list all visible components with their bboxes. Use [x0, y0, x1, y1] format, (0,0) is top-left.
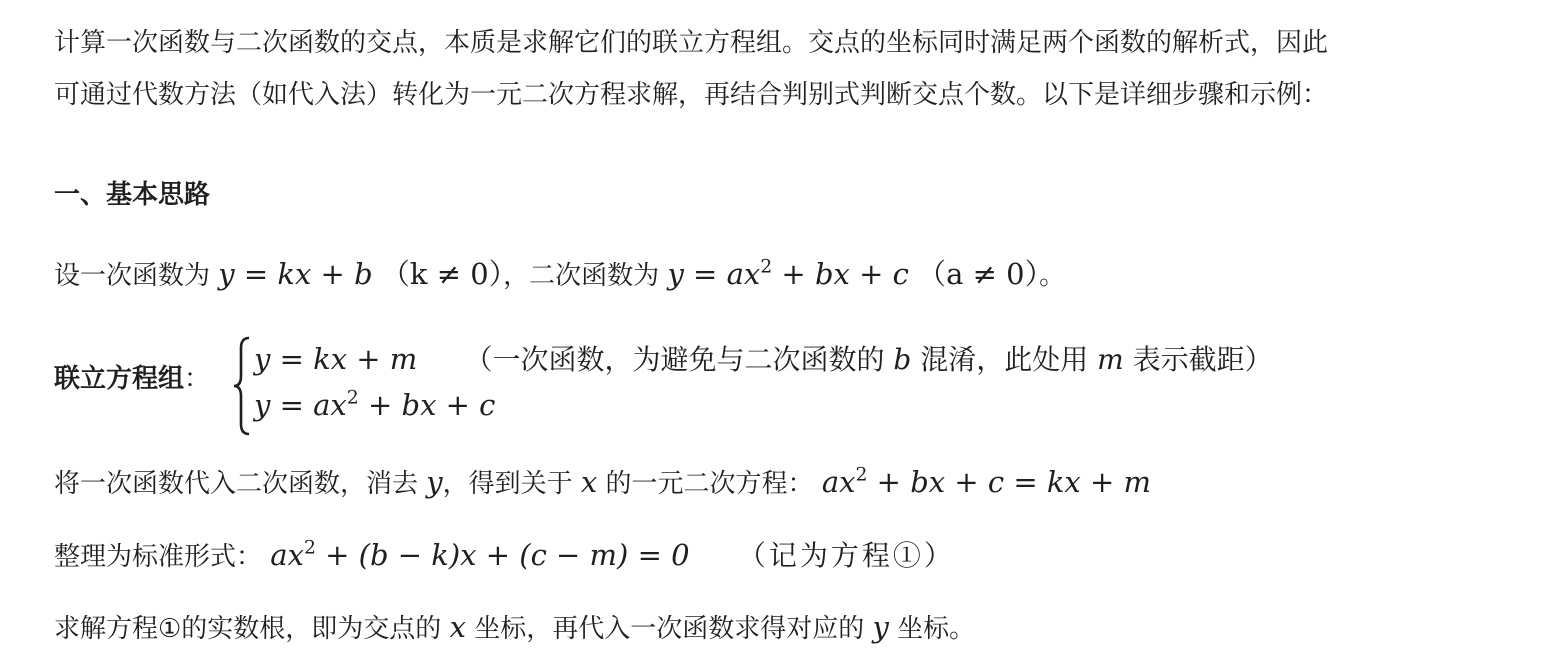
intro-paragraph-line-2: 可通过代数方法（如代入法）转化为一元二次方程求解，再结合判别式判断交点个数。以下是详细步骤和示例： [54, 80, 1329, 110]
setup-end: 。 [1039, 261, 1066, 291]
substitution-line: 将一次函数代入二次函数，消去 y，得到关于 x 的一元二次方程： $ax^2$ + bx + c = kx + m [54, 464, 1151, 499]
left-brace-icon [232, 336, 252, 436]
variable-x: x [580, 465, 598, 499]
quadratic-function-formula: $y = ax^2$ + bx + c [667, 256, 909, 291]
variable-y: y [426, 465, 443, 499]
linear-function-formula: y = kx + b [218, 257, 373, 291]
section-heading: 一、基本思路 [54, 180, 211, 210]
substituted-equation: $ax^2$ + bx + c = kx + m [821, 464, 1151, 499]
standard-form-equation: $ax^2 + (b - k)x + (c - m) = 0$ [270, 537, 690, 572]
standard-form-line: 整理为标准形式： $ax^2 + (b - k)x + (c - m) = 0$ （记为方程①） [54, 537, 955, 572]
system-label: 联立方程组： [54, 364, 211, 394]
intro-paragraph-line-1: 计算一次函数与二次函数的交点，本质是求解它们的联立方程组。交点的坐标同时满足两个函数的解析式，因此 [54, 28, 1329, 58]
system-equation-note: （一次函数，为避免与二次函数的 b 混淆，此处用 m 表示截距） [464, 343, 1273, 376]
setup-prefix: 设一次函数为 [54, 261, 211, 291]
quadratic-condition: （a ≠ 0） [917, 257, 1040, 291]
solve-line: 求解方程①的实数根，即为交点的 x 坐标，再代入一次函数求得对应的 y 坐标。 [54, 610, 976, 644]
linear-condition: （k ≠ 0） [380, 257, 504, 291]
system-equation-2: $y = ax^2$ + bx + c [254, 387, 496, 422]
system-equation-1: y = kx + m （一次函数，为避免与二次函数的 b 混淆，此处用 m 表示截距） [254, 342, 1273, 376]
variable-x: x [449, 610, 466, 644]
setup-middle: ，二次函数为 [503, 261, 660, 291]
variable-y: y [872, 610, 889, 644]
equation-label-note: （记为方程①） [737, 539, 955, 572]
equation-system [232, 334, 1532, 436]
function-setup-line [54, 257, 1065, 292]
